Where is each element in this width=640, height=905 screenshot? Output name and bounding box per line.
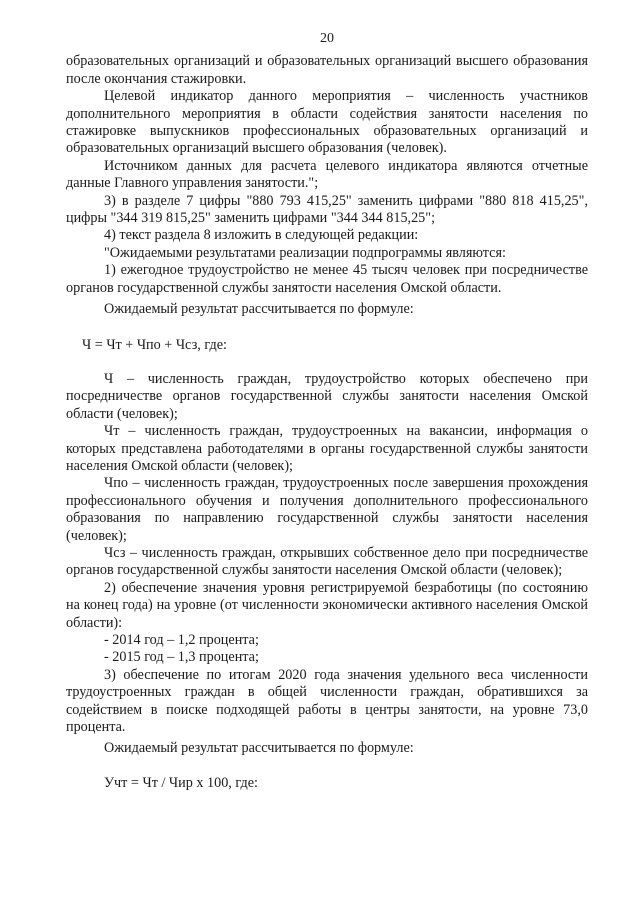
paragraph-3: Источником данных для расчета целевого индикатора являются отчетные данные Главного управления занятости."; <box>66 157 588 192</box>
paragraph-12: Чсз – численность граждан, открывших собственное дело при посредничестве органов государственной службы занятости населения Омской области (человек); <box>66 544 588 579</box>
paragraph-7: 1) ежегодное трудоустройство не менее 45 тысяч человек при посредничестве органов государственной службы занятости населения Омской области. <box>66 262 588 296</box>
paragraph-4: 3) в разделе 7 цифры "880 793 415,25" заменить цифрами "880 818 415,25", цифры "344 319 815,25" заменить цифрами "344 344 815,25"; <box>66 192 588 227</box>
paragraph-14: 3) обеспечение по итогам 2020 года значения удельного веса численности трудоустроенных граждан в общей численности граждан, обратившихся за содействием в поиске подходящей работы в центры занятости, на уровне 73,0 процента. <box>66 666 588 736</box>
paragraph-1: образовательных организаций и образовательных организаций высшего образования после окончания стажировки. <box>66 53 588 87</box>
paragraph-2: Целевой индикатор данного мероприятия – численность участников дополнительного мероприятия в области содействия занятости населения по стажировке выпускников профессиональных образовательных организаций и образовательных организаций высшего образования (человек). <box>66 88 588 157</box>
paragraph-13: 2) обеспечение значения уровня регистрируемой безработицы (по состоянию на конец года) на уровне (от численности экономически активного населения Омской области): <box>66 579 588 631</box>
paragraph-11: Чпо – численность граждан, трудоустроенных после завершения прохождения профессионального обучения и получения дополнительного профессионального образования по направлению государственной службы занятости населения (человек); <box>66 475 588 544</box>
page-number: 20 <box>320 31 334 46</box>
paragraph-5: 4) текст раздела 8 изложить в следующей редакции: <box>104 227 419 244</box>
paragraph-9: Ч – численность граждан, трудоустройство которых обеспечено при посредничестве органов государственной службы занятости населения Омской области (человек); <box>66 370 588 422</box>
formula-1: Ч = Чт + Чпо + Чсз, где: <box>82 336 227 353</box>
paragraph-10: Чт – численность граждан, трудоустроенных на вакансии, информация о которых представлена работодателями в органы государственной службы занятости населения Омской области (человек); <box>66 423 588 474</box>
list-item-2015: - 2015 год – 1,3 процента; <box>104 649 259 666</box>
paragraph-15: Ожидаемый результат рассчитывается по формуле: <box>104 740 414 757</box>
formula-2: Учт = Чт / Чир х 100, где: <box>104 774 258 791</box>
paragraph-6: "Ожидаемыми результатами реализации подпрограммы являются: <box>104 244 506 261</box>
list-item-2014: - 2014 год – 1,2 процента; <box>104 632 259 648</box>
paragraph-8: Ожидаемый результат рассчитывается по формуле: <box>104 301 414 318</box>
